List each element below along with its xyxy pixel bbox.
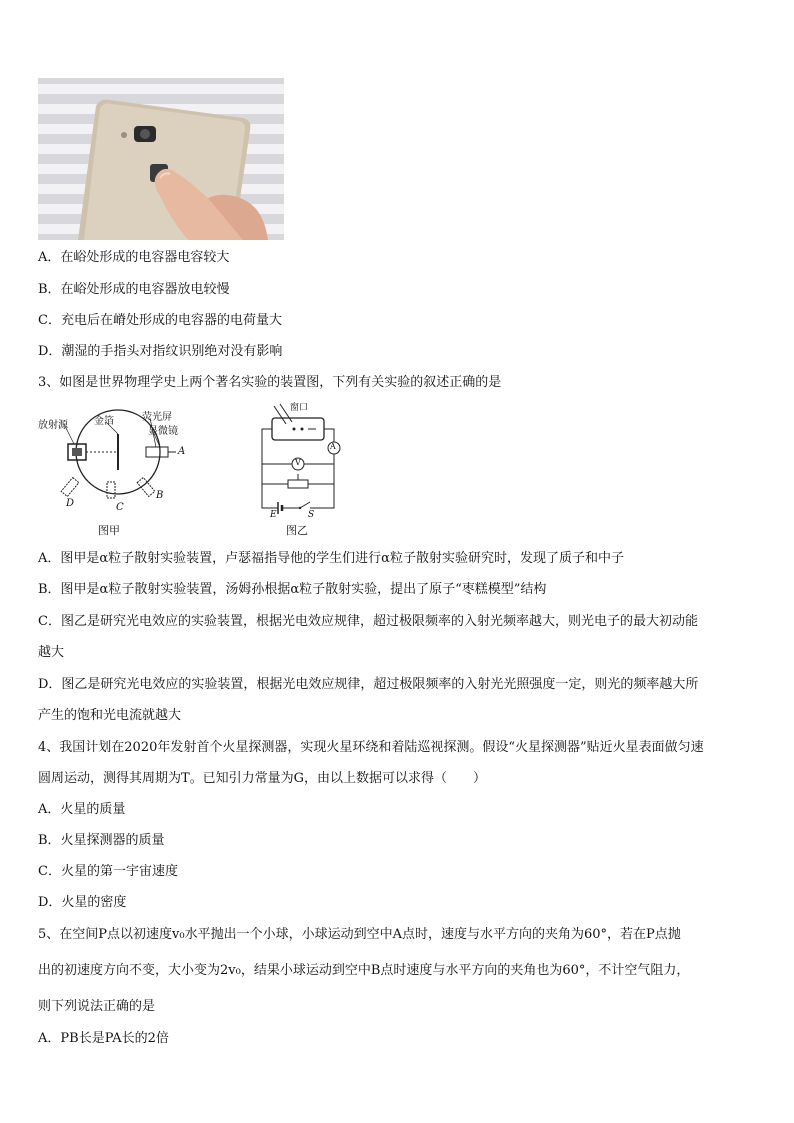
q5-option-a: A．PB长是PA长的2倍 [38, 1031, 169, 1046]
label-ammeter: A [330, 442, 336, 451]
q5-stem-2: 出的初速度方向不变，大小变为2v₀，结果小球运动到空中B点时速度与水平方向的夹角也为60°，不计空气阻力， [38, 963, 690, 978]
label-microscope: 显微镜 [148, 426, 178, 437]
q3-option-a: A．图甲是α粒子散射实验装置，卢瑟福指导他的学生们进行α粒子散射实验研究时，发现了质子和中子 [38, 551, 624, 566]
q3-option-d: D．图乙是研究光电效应的实验装置，根据光电效应规律，超过极限频率的入射光光照强度一定，则光的频率越大所 [38, 677, 699, 692]
label-foil: 金箔 [94, 416, 114, 427]
label-source: 放射源 [38, 420, 68, 431]
q5-stem-1: 5、在空间P点以初速度v₀水平抛出一个小球，小球运动到空中A点时，速度与水平方向的夹角为60°，若在P点抛 [38, 927, 681, 942]
q3-option-c-cont: 越大 [38, 645, 65, 660]
q4-option-b: B．火星探测器的质量 [38, 833, 165, 848]
q4-stem-1: 4、我国计划在2020年发射首个火星探测器，实现火星环绕和着陆巡视探测。假设“火星探测器”贴近火星表面做匀速 [38, 740, 704, 755]
caption-yi: 图乙 [286, 524, 308, 537]
q4-stem-2: 圆周运动，测得其周期为T。已知引力常量为G，由以上数据可以求得（ ） [38, 771, 487, 786]
fingerprint-phone-photo [38, 78, 284, 240]
label-d: D [66, 498, 75, 509]
caption-jia: 图甲 [98, 524, 120, 537]
q2-option-c: C．充电后在嵴处形成的电容器的电荷量大 [38, 313, 282, 328]
q4-option-d: D．火星的密度 [38, 895, 127, 910]
q3-stem: 3、如图是世界物理学史上两个著名实验的装置图，下列有关实验的叙述正确的是 [38, 375, 502, 390]
label-voltmeter: V [295, 458, 301, 467]
label-screen: 荧光屏 [142, 412, 172, 423]
label-window: 窗口 [290, 403, 309, 413]
figure-alpha-scattering [38, 404, 238, 544]
label-s: S [308, 510, 315, 520]
q5-stem-3: 则下列说法正确的是 [38, 999, 156, 1014]
label-b: B [156, 490, 164, 501]
q4-option-a: A．火星的质量 [38, 802, 126, 817]
label-e: E [270, 510, 277, 520]
q2-option-a: A．在峪处形成的电容器电容较大 [38, 250, 230, 265]
q3-option-d-cont: 产生的饱和光电流就越大 [38, 708, 182, 723]
figure-photoelectric [250, 398, 360, 544]
q3-option-c: C．图乙是研究光电效应的实验装置，根据光电效应规律，超过极限频率的入射光频率越大，则光电子的最大初动能 [38, 614, 698, 629]
label-c: C [116, 502, 124, 513]
q2-option-d: D．潮湿的手指头对指纹识别绝对没有影响 [38, 344, 283, 359]
q2-option-b: B．在峪处形成的电容器放电较慢 [38, 282, 230, 297]
q4-option-c: C．火星的第一宇宙速度 [38, 864, 178, 879]
label-a: A [178, 446, 186, 457]
q3-option-b: B．图甲是α粒子散射实验装置，汤姆孙根据α粒子散射实验，提出了原子“枣糕模型”结构 [38, 582, 547, 597]
